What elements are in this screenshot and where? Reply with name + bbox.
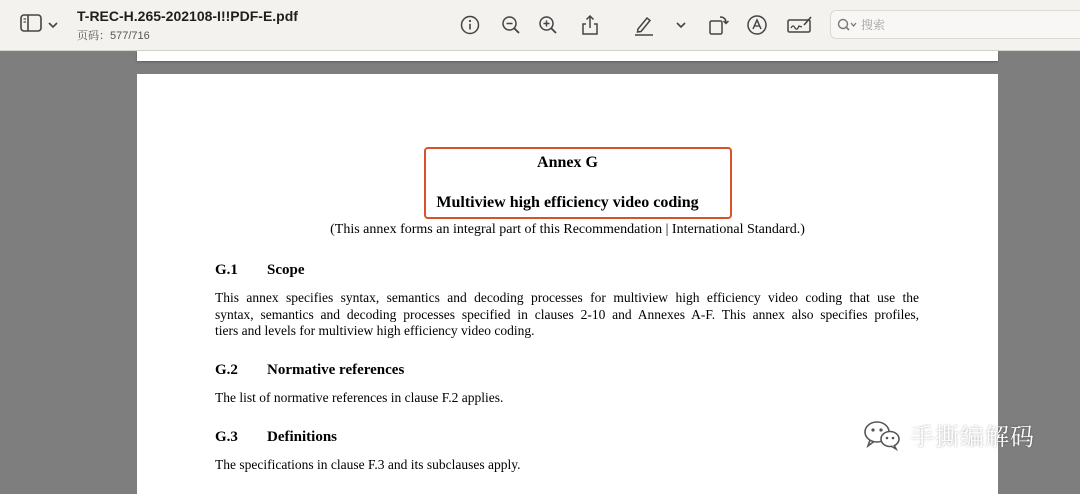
info-icon [460, 15, 480, 35]
section-heading-g1 [215, 262, 305, 279]
body-line: The specifications in clause F.3 and its subclauses apply. [215, 457, 521, 472]
rotate-icon [708, 14, 730, 36]
section-number: G.2 [215, 362, 238, 378]
highlight-button[interactable] [631, 12, 657, 38]
markup-icon [746, 14, 768, 36]
section-body-g2 [215, 390, 919, 407]
section-title: Normative references [267, 362, 405, 378]
section-heading-g2 [215, 362, 404, 379]
zoom-out-button[interactable] [498, 12, 524, 38]
highlight-options-button[interactable] [668, 12, 694, 38]
sidebar-icon [20, 14, 42, 37]
chevron-down-icon [48, 16, 58, 34]
sidebar-toggle-button[interactable] [20, 14, 64, 36]
section-title: Definitions [267, 429, 338, 445]
info-button[interactable] [457, 12, 483, 38]
body-line: This annex specifies syntax, semantics and decoding processes for multiview high efficiency video coding that use the [215, 290, 919, 305]
rotate-button[interactable] [706, 12, 732, 38]
body-line: syntax, semantics and decoding processes specified in clauses 2-10 and Annexes A-F. This annex also specifies profiles, [215, 306, 919, 322]
chevron-down-icon [676, 21, 686, 29]
zoom-in-button[interactable] [535, 12, 561, 38]
body-line: tiers and levels for multiview high efficiency video coding. [215, 323, 535, 338]
markup-button[interactable] [744, 12, 770, 38]
section-title: Scope [267, 262, 305, 278]
section-number: G.3 [215, 429, 238, 445]
page-indicator: 页码：577/716 [77, 30, 150, 42]
watermark [862, 417, 1035, 452]
search-input[interactable] [861, 18, 1061, 32]
signature-icon [787, 15, 813, 35]
document-title: T-REC-H.265-202108-I!!PDF-E.pdf [77, 8, 298, 24]
share-button[interactable] [577, 12, 603, 38]
toolbar [0, 0, 1080, 51]
search-field[interactable] [830, 10, 1080, 39]
annex-note: (This annex forms an integral part of this Recommendation | International Standard.) [330, 222, 805, 237]
section-heading-g3 [215, 429, 337, 446]
section-number: G.1 [215, 262, 238, 278]
annex-title: Annex G [537, 154, 598, 171]
section-body-g1 [215, 290, 919, 340]
annex-subtitle: Multiview high efficiency video coding [436, 194, 699, 211]
zoom-in-icon [538, 15, 558, 35]
wechat-logo-icon [862, 419, 902, 451]
search-icon [837, 18, 857, 32]
watermark-text: 手撕编解码 [910, 423, 1035, 451]
highlight-pen-icon [633, 14, 655, 36]
share-icon [580, 14, 600, 36]
previous-page-edge [137, 51, 998, 61]
section-body-g3 [215, 457, 919, 474]
body-line: The list of normative references in clause F.2 applies. [215, 390, 504, 405]
signature-button[interactable] [787, 12, 813, 38]
zoom-out-icon [501, 15, 521, 35]
